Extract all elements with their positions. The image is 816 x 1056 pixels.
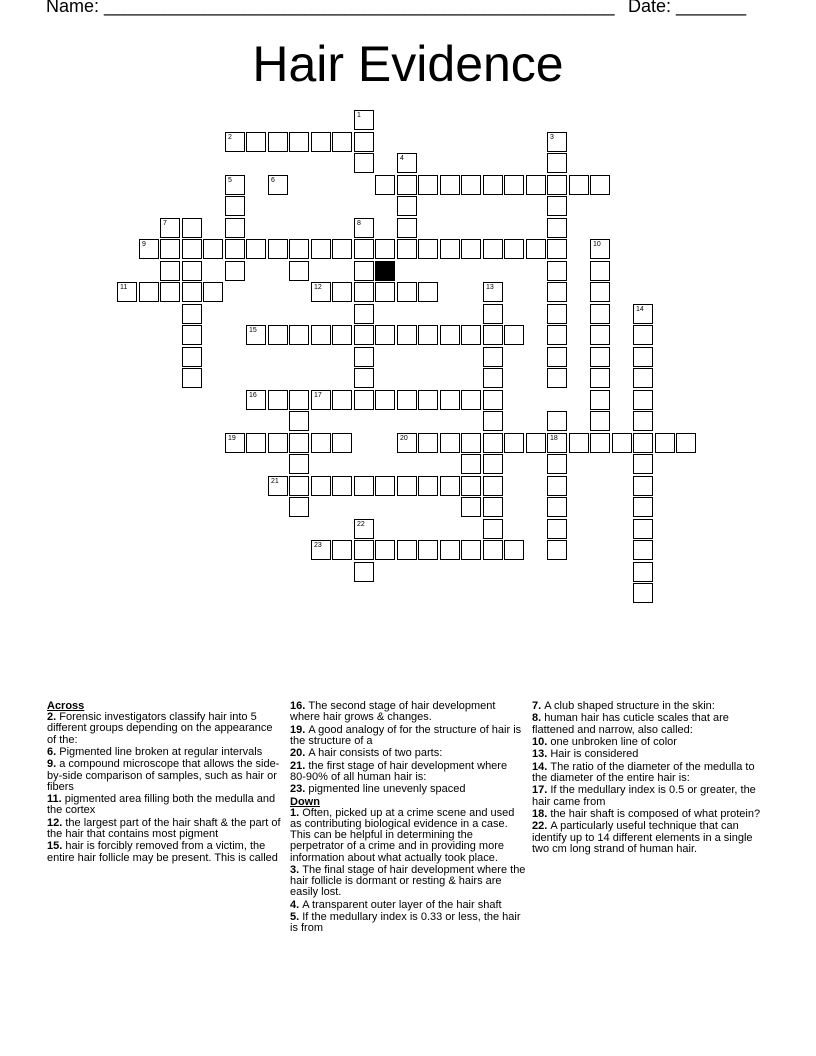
clue-item-number: 20. <box>290 747 309 760</box>
grid-cell[interactable] <box>375 175 395 195</box>
clue-number: 5 <box>228 177 232 184</box>
grid-cell[interactable] <box>547 175 567 195</box>
across-clues-continued <box>290 701 526 795</box>
grid-cell[interactable] <box>332 239 352 259</box>
clue-number: 23 <box>314 542 322 549</box>
grid-cell[interactable] <box>483 390 503 410</box>
grid-cell[interactable] <box>354 368 374 388</box>
grid-cell[interactable] <box>547 476 567 496</box>
grid-cell[interactable] <box>569 433 589 453</box>
grid-cell[interactable] <box>225 218 245 238</box>
grid-cell[interactable] <box>225 196 245 216</box>
grid-cell[interactable] <box>590 433 610 453</box>
grid-cell[interactable] <box>547 347 567 367</box>
grid-cell[interactable] <box>418 239 438 259</box>
clue-number: 15 <box>249 327 257 334</box>
grid-cell[interactable] <box>289 325 309 345</box>
grid-cell[interactable] <box>332 476 352 496</box>
across-clues <box>47 712 283 864</box>
grid-cell[interactable] <box>289 476 309 496</box>
clue-item-text: Often, picked up at a crime scene and used as contributing biological evidence in a case. This can be helpful in determining the perpetrator of a crime and in providing more information about what actually took place. <box>290 806 515 864</box>
clue-item-text: one unbroken line of color <box>550 735 677 748</box>
clue-item-number: 3. <box>290 863 303 876</box>
clue-item-number: 21. <box>290 759 309 772</box>
grid-cell[interactable] <box>268 433 288 453</box>
grid-cell[interactable] <box>655 433 675 453</box>
clue-item-text: the largest part of the hair shaft & the part of the hair that contains most pigment <box>47 816 281 840</box>
grid-cell[interactable] <box>268 476 288 496</box>
clue-item-text: human hair has cuticle scales that are flattened and narrow, also called: <box>532 712 729 736</box>
grid-cell[interactable] <box>440 433 460 453</box>
grid-cell[interactable] <box>354 304 374 324</box>
grid-cell[interactable] <box>289 132 309 152</box>
grid-cell[interactable] <box>160 239 180 259</box>
grid-cell[interactable] <box>590 368 610 388</box>
grid-cell[interactable] <box>311 540 331 560</box>
grid-cell[interactable] <box>483 540 503 560</box>
grid-cell[interactable] <box>547 261 567 281</box>
grid-cell[interactable] <box>504 433 524 453</box>
clue-item-text: If the medullary index is 0.5 or greater, the hair came from <box>532 784 756 808</box>
grid-cell[interactable] <box>633 411 653 431</box>
down-heading: Down <box>290 795 320 808</box>
clue-item-number: 4. <box>290 898 303 911</box>
grid-cell[interactable] <box>676 433 696 453</box>
grid-cell[interactable] <box>289 261 309 281</box>
clue-number: 17 <box>314 392 322 399</box>
grid-cell[interactable] <box>354 153 374 173</box>
down-clues-continued <box>532 701 768 855</box>
clue-item-text: the first stage of hair development where 80-90% of all human hair is: <box>290 759 508 783</box>
grid-cell[interactable] <box>547 304 567 324</box>
clue-item <box>290 912 526 934</box>
grid-cell[interactable] <box>440 325 460 345</box>
grid-cell[interactable] <box>547 497 567 517</box>
grid-cell[interactable] <box>332 282 352 302</box>
clue-number: 18 <box>550 435 558 442</box>
grid-cell[interactable] <box>633 325 653 345</box>
grid-cell[interactable] <box>332 325 352 345</box>
grid-cell[interactable] <box>440 175 460 195</box>
clue-item-number: 9. <box>47 758 60 771</box>
clue-item <box>532 749 768 760</box>
clue-item-number: 16. <box>290 700 309 712</box>
grid-cell[interactable] <box>547 433 567 453</box>
grid-cell[interactable] <box>483 433 503 453</box>
grid-cell[interactable] <box>375 390 395 410</box>
grid-cell[interactable] <box>483 239 503 259</box>
clue-number: 3 <box>550 134 554 141</box>
grid-cell[interactable] <box>483 519 503 539</box>
clue-item <box>532 809 768 820</box>
clue-number: 19 <box>228 435 236 442</box>
grid-cell[interactable] <box>590 347 610 367</box>
clue-item <box>532 762 768 784</box>
grid-cell[interactable] <box>203 239 223 259</box>
grid-cell[interactable] <box>633 519 653 539</box>
grid-cell[interactable] <box>397 390 417 410</box>
grid-cell[interactable] <box>461 454 481 474</box>
grid-cell[interactable] <box>547 282 567 302</box>
clue-number: 22 <box>357 521 365 528</box>
grid-cell[interactable] <box>590 239 610 259</box>
grid-cell[interactable] <box>332 390 352 410</box>
clue-item-text: a compound microscope that allows the side-by-side comparison of samples, such as hair or fibers <box>47 758 280 793</box>
grid-cell[interactable] <box>311 433 331 453</box>
clue-item-text: pigmented line unevenly spaced <box>308 783 466 796</box>
grid-cell[interactable] <box>461 476 481 496</box>
grid-cell[interactable] <box>504 175 524 195</box>
grid-cell[interactable] <box>461 325 481 345</box>
grid-cell[interactable] <box>633 433 653 453</box>
grid-cell[interactable] <box>375 476 395 496</box>
clue-item-text: pigmented area filling both the medulla and the cortex <box>47 793 276 817</box>
clue-item-number: 5. <box>290 911 303 924</box>
grid-cell[interactable] <box>526 175 546 195</box>
grid-cell[interactable] <box>483 175 503 195</box>
grid-cell[interactable] <box>418 540 438 560</box>
clue-item <box>290 725 526 747</box>
grid-cell[interactable] <box>311 132 331 152</box>
grid-cell[interactable] <box>246 433 266 453</box>
grid-cell[interactable] <box>483 347 503 367</box>
clue-item <box>47 794 283 816</box>
grid-cell[interactable] <box>590 282 610 302</box>
grid-cell[interactable] <box>418 476 438 496</box>
grid-cell[interactable] <box>397 239 417 259</box>
grid-cell[interactable] <box>289 411 309 431</box>
clue-item <box>290 865 526 899</box>
grid-cell[interactable] <box>268 175 288 195</box>
clue-item <box>532 701 768 712</box>
clue-number: 1 <box>357 112 361 119</box>
grid-cell[interactable] <box>461 497 481 517</box>
grid-cell[interactable] <box>160 282 180 302</box>
clue-item <box>290 808 526 864</box>
grid-cell[interactable] <box>268 390 288 410</box>
grid-cell[interactable] <box>225 261 245 281</box>
clue-item <box>532 737 768 748</box>
grid-cell[interactable] <box>461 433 481 453</box>
grid-cell[interactable] <box>354 347 374 367</box>
grid-cell[interactable] <box>311 282 331 302</box>
grid-cell[interactable] <box>547 239 567 259</box>
grid-cell[interactable] <box>590 261 610 281</box>
grid-cell[interactable] <box>440 476 460 496</box>
clue-item-number: 19. <box>290 723 309 736</box>
grid-cell[interactable] <box>590 325 610 345</box>
grid-cell[interactable] <box>633 540 653 560</box>
grid-cell[interactable] <box>397 325 417 345</box>
clue-item-text: The ratio of the diameter of the medulla to the diameter of the entire hair is: <box>532 760 755 784</box>
grid-cell[interactable] <box>483 304 503 324</box>
grid-cell[interactable] <box>182 347 202 367</box>
grid-cell[interactable] <box>354 282 374 302</box>
grid-cell[interactable] <box>461 239 481 259</box>
clue-item <box>532 821 768 855</box>
grid-cell[interactable] <box>397 218 417 238</box>
clue-item <box>290 761 526 783</box>
grid-cell[interactable] <box>633 583 653 603</box>
grid-cell[interactable] <box>418 433 438 453</box>
grid-cell[interactable] <box>139 282 159 302</box>
clue-item <box>532 713 768 735</box>
grid-cell[interactable] <box>547 411 567 431</box>
grid-cell[interactable] <box>483 476 503 496</box>
grid-cell[interactable] <box>483 368 503 388</box>
grid-cell[interactable] <box>547 368 567 388</box>
grid-cell[interactable] <box>633 476 653 496</box>
clue-item-number: 8. <box>532 712 545 725</box>
grid-cell[interactable] <box>311 390 331 410</box>
grid-cell[interactable] <box>483 325 503 345</box>
clue-number: 2 <box>228 134 232 141</box>
clue-item-text: A good analogy of for the structure of hair is the structure of a <box>290 723 522 747</box>
grid-cell[interactable] <box>203 282 223 302</box>
grid-cell[interactable] <box>246 132 266 152</box>
grid-cell[interactable] <box>461 175 481 195</box>
clue-item-number: 18. <box>532 807 551 820</box>
grid-cell[interactable] <box>547 325 567 345</box>
clue-item <box>290 900 526 911</box>
grid-cell[interactable] <box>225 175 245 195</box>
grid-cell[interactable] <box>182 368 202 388</box>
grid-cell[interactable] <box>182 261 202 281</box>
clue-item-number: 15. <box>47 840 66 853</box>
clue-item-number: 23. <box>290 783 309 796</box>
date-line: Date: _______ <box>628 0 747 16</box>
across-heading: Across <box>47 700 85 712</box>
clue-item-text: Pigmented line broken at regular intervals <box>59 746 263 758</box>
clue-item-number: 22. <box>532 820 551 833</box>
grid-cell[interactable] <box>354 562 374 582</box>
clue-number: 11 <box>120 284 128 291</box>
grid-cell[interactable] <box>590 304 610 324</box>
clue-item-number: 13. <box>532 748 551 761</box>
clue-item <box>532 785 768 807</box>
grid-cell[interactable] <box>397 282 417 302</box>
grid-cell[interactable] <box>483 454 503 474</box>
grid-cell[interactable] <box>225 433 245 453</box>
clue-item-number: 7. <box>532 700 545 712</box>
clue-item-text: The final stage of hair development where the hair follicle is dormant or resting & hairs are easily lost. <box>290 863 526 899</box>
clue-number: 10 <box>593 241 601 248</box>
grid-cell[interactable] <box>397 433 417 453</box>
grid-cell[interactable] <box>504 325 524 345</box>
grid-cell[interactable] <box>160 218 180 238</box>
grid-cell[interactable] <box>547 196 567 216</box>
grid-cell[interactable] <box>289 390 309 410</box>
grid-cell[interactable] <box>354 519 374 539</box>
clue-item-text: Forensic investigators classify hair into 5 different groups depending on the appearance of the: <box>47 711 273 746</box>
grid-cell[interactable] <box>246 325 266 345</box>
grid-cell[interactable] <box>397 476 417 496</box>
name-line: Name: ___________________________________________________ <box>46 0 615 16</box>
grid-cell[interactable] <box>612 433 632 453</box>
clue-item-text: A transparent outer layer of the hair shaft <box>302 898 502 911</box>
grid-cell[interactable] <box>354 239 374 259</box>
grid-cell[interactable] <box>332 433 352 453</box>
grid-cell[interactable] <box>440 540 460 560</box>
grid-cell[interactable] <box>483 282 503 302</box>
grid-cell[interactable] <box>397 153 417 173</box>
clue-item-text: A club shaped structure in the skin: <box>544 700 715 712</box>
grid-cell[interactable] <box>375 282 395 302</box>
grid-cell[interactable] <box>354 540 374 560</box>
grid-cell[interactable] <box>354 132 374 152</box>
grid-cell[interactable] <box>633 347 653 367</box>
clue-number: 16 <box>249 392 257 399</box>
puzzle-title: Hair Evidence <box>252 36 564 92</box>
clue-number: 8 <box>357 220 361 227</box>
grid-cell[interactable] <box>354 218 374 238</box>
grid-cell[interactable] <box>547 519 567 539</box>
clue-item-number: 2. <box>47 711 60 724</box>
clue-column-2 <box>290 701 526 936</box>
clue-item-number: 17. <box>532 784 551 797</box>
clue-item <box>47 747 283 758</box>
clue-item-number: 6. <box>47 746 60 758</box>
clue-item <box>47 759 283 793</box>
grid-cell[interactable] <box>268 132 288 152</box>
grid-cell[interactable] <box>117 282 137 302</box>
grid-cell[interactable] <box>418 390 438 410</box>
grid-cell[interactable] <box>633 497 653 517</box>
grid-cell[interactable] <box>268 239 288 259</box>
grid-cell[interactable] <box>418 175 438 195</box>
grid-cell[interactable] <box>440 390 460 410</box>
down-clues <box>290 808 526 935</box>
grid-cell[interactable] <box>182 304 202 324</box>
grid-cell[interactable] <box>633 454 653 474</box>
grid-cell[interactable] <box>590 175 610 195</box>
clue-item-number: 11. <box>47 793 65 806</box>
grid-cell[interactable] <box>375 239 395 259</box>
clue-item <box>290 748 526 759</box>
grid-cell[interactable] <box>547 454 567 474</box>
grid-cell[interactable] <box>268 325 288 345</box>
grid-cell[interactable] <box>354 261 374 281</box>
clue-number: 20 <box>400 435 408 442</box>
grid-cell[interactable] <box>633 368 653 388</box>
clue-item-text: The second stage of hair development where hair grows & changes. <box>290 700 496 724</box>
clue-number: 7 <box>163 220 167 227</box>
grid-cell[interactable] <box>547 132 567 152</box>
grid-cell[interactable] <box>526 433 546 453</box>
clue-item <box>290 701 526 723</box>
clue-number: 13 <box>486 284 494 291</box>
grid-cell[interactable] <box>332 540 352 560</box>
grid-cell[interactable] <box>182 239 202 259</box>
grid-cell[interactable] <box>246 239 266 259</box>
clue-number: 21 <box>271 478 279 485</box>
grid-cell[interactable] <box>225 239 245 259</box>
grid-cell[interactable] <box>397 540 417 560</box>
grid-cell[interactable] <box>182 218 202 238</box>
grid-cell <box>375 261 395 281</box>
clue-number: 4 <box>400 155 404 162</box>
clue-item-number: 14. <box>532 760 551 773</box>
clue-number: 9 <box>142 241 146 248</box>
grid-cell[interactable] <box>289 454 309 474</box>
grid-cell[interactable] <box>354 476 374 496</box>
clue-item-text: the hair shaft is composed of what protein? <box>550 807 761 820</box>
grid-cell[interactable] <box>483 411 503 431</box>
grid-cell[interactable] <box>375 540 395 560</box>
grid-cell[interactable] <box>461 540 481 560</box>
grid-cell[interactable] <box>139 239 159 259</box>
grid-cell[interactable] <box>590 390 610 410</box>
grid-cell[interactable] <box>547 153 567 173</box>
grid-cell[interactable] <box>354 110 374 130</box>
clue-item <box>47 712 283 746</box>
grid-cell[interactable] <box>289 239 309 259</box>
clue-item-number: 10. <box>532 735 551 748</box>
grid-cell[interactable] <box>483 497 503 517</box>
clue-item-text: If the medullary index is 0.33 or less, the hair is from <box>290 911 521 935</box>
grid-cell[interactable] <box>354 325 374 345</box>
grid-cell[interactable] <box>569 175 589 195</box>
clue-item-text: A particularly useful technique that can identify up to 14 different elements in a single two cm long strand of human hair. <box>532 820 753 855</box>
grid-cell[interactable] <box>332 132 352 152</box>
clue-item-text: hair is forcibly removed from a victim, the entire hair follicle may be present. This is called <box>47 840 278 864</box>
grid-cell[interactable] <box>289 433 309 453</box>
grid-cell[interactable] <box>461 390 481 410</box>
grid-cell[interactable] <box>182 325 202 345</box>
grid-cell[interactable] <box>182 282 202 302</box>
grid-cell[interactable] <box>633 390 653 410</box>
grid-cell[interactable] <box>397 175 417 195</box>
grid-cell[interactable] <box>311 325 331 345</box>
grid-cell[interactable] <box>418 282 438 302</box>
clue-number: 12 <box>314 284 322 291</box>
clue-column-3 <box>532 701 768 856</box>
grid-cell[interactable] <box>633 562 653 582</box>
grid-cell[interactable] <box>547 540 567 560</box>
clue-number: 6 <box>271 177 275 184</box>
grid-cell[interactable] <box>504 540 524 560</box>
grid-cell[interactable] <box>633 304 653 324</box>
clue-item-text: Hair is considered <box>550 748 639 761</box>
grid-cell[interactable] <box>397 196 417 216</box>
grid-cell[interactable] <box>311 476 331 496</box>
grid-cell[interactable] <box>590 411 610 431</box>
grid-cell[interactable] <box>246 390 266 410</box>
clue-number: 14 <box>636 306 644 313</box>
clue-item-text: A hair consists of two parts: <box>308 747 443 760</box>
grid-cell[interactable] <box>526 239 546 259</box>
clue-item <box>47 818 283 840</box>
clue-item-number: 12. <box>47 816 66 829</box>
grid-cell[interactable] <box>440 239 460 259</box>
clue-column-1 <box>47 701 283 865</box>
clue-item <box>290 784 526 795</box>
grid-cell[interactable] <box>160 261 180 281</box>
grid-cell[interactable] <box>418 325 438 345</box>
grid-cell[interactable] <box>504 239 524 259</box>
clue-item <box>47 841 283 863</box>
grid-cell[interactable] <box>225 132 245 152</box>
grid-cell[interactable] <box>354 390 374 410</box>
grid-cell[interactable] <box>375 325 395 345</box>
grid-cell[interactable] <box>311 239 331 259</box>
clue-item-number: 1. <box>290 806 303 819</box>
grid-cell[interactable] <box>289 497 309 517</box>
grid-cell[interactable] <box>547 218 567 238</box>
